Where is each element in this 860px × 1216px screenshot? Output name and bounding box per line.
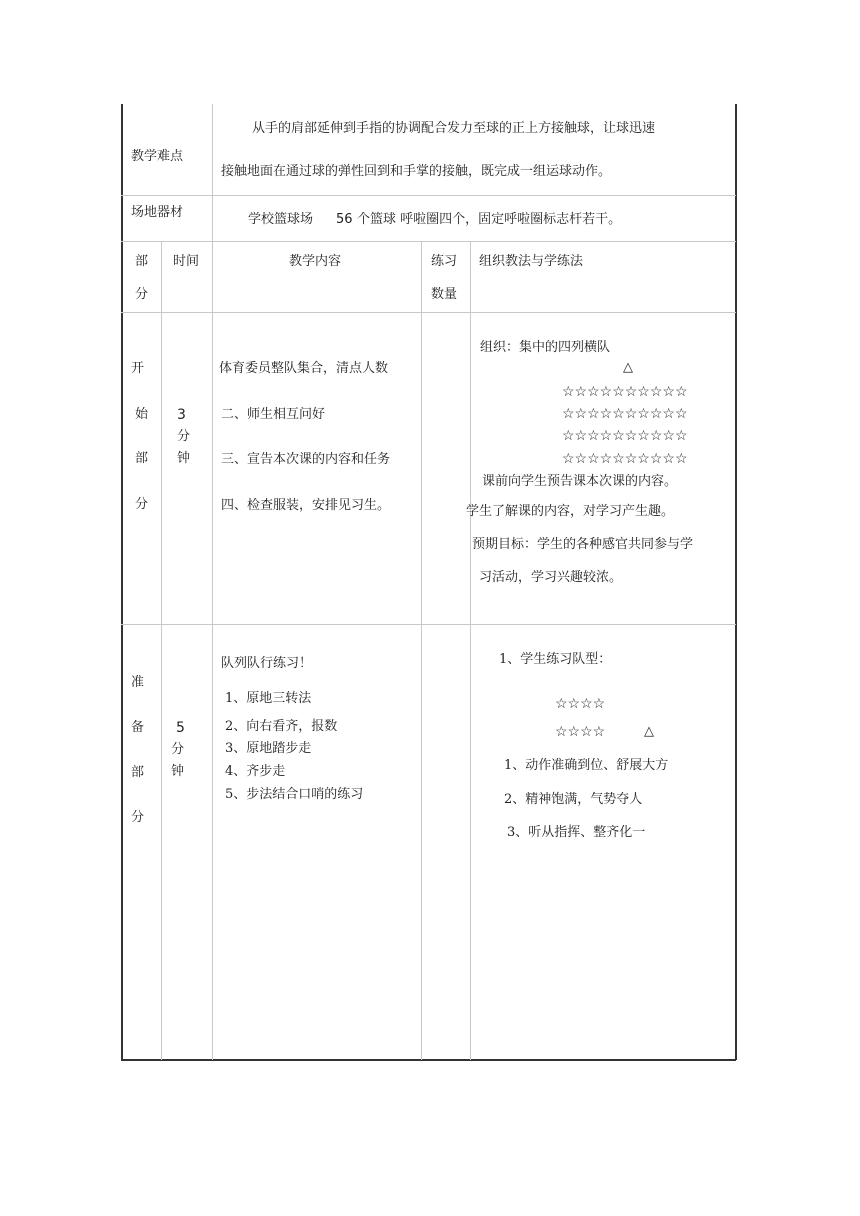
header-time: 时间 <box>173 254 200 269</box>
opening-time-unit-1: 分 <box>177 429 191 444</box>
opening-star-row-1: ☆☆☆☆☆☆☆☆☆☆ <box>562 384 688 400</box>
prep-item-3: 3、原地踏步走 <box>225 741 312 756</box>
col-divider-practice <box>470 241 471 1060</box>
prep-part-char-2: 备 <box>131 720 145 735</box>
opening-time-unit-2: 钟 <box>177 451 191 466</box>
opening-time-number: 3 <box>177 407 186 423</box>
opening-star-row-4: ☆☆☆☆☆☆☆☆☆☆ <box>562 451 688 467</box>
opening-content-2: 二、师生相互问好 <box>221 407 326 422</box>
header-content: 教学内容 <box>289 254 342 269</box>
prep-item-2: 2、向右看齐，报数 <box>225 719 338 734</box>
prep-part-char-3: 部 <box>131 765 145 780</box>
row-divider-4 <box>121 624 736 625</box>
opening-part-char-4: 分 <box>135 497 149 512</box>
col-divider-time <box>212 241 213 1060</box>
opening-content-1: 体育委员整队集合，清点人数 <box>219 361 389 376</box>
prep-point-3: 3、听从指挥、整齐化一 <box>507 825 646 840</box>
col-divider-content <box>421 241 422 1060</box>
opening-note-4: 习活动，学习兴趣较浓。 <box>479 570 623 585</box>
opening-part-char-3: 部 <box>135 451 149 466</box>
prep-time-number: 5 <box>176 720 185 736</box>
row-divider-3 <box>121 312 736 313</box>
opening-org-title: 组织：集中的四列横队 <box>480 340 611 355</box>
prep-teacher-triangle: △ <box>644 724 654 739</box>
row-divider-2 <box>121 241 736 242</box>
prep-method-title: 1、学生练习队型： <box>499 652 612 667</box>
row-divider-1 <box>121 195 736 196</box>
opening-note-2: 学生了解课的内容，对学习产生趣。 <box>466 504 675 519</box>
prep-part-char-1: 准 <box>131 675 145 690</box>
opening-part-char-2: 始 <box>135 407 149 422</box>
label-column-divider-top <box>212 104 213 242</box>
header-practice-2: 数量 <box>431 287 458 302</box>
prep-item-5: 5、步法结合口哨的练习 <box>225 787 364 802</box>
table-bottom-border <box>121 1059 736 1061</box>
prep-point-1: 1、动作准确到位、舒展大方 <box>504 758 669 773</box>
opening-content-4: 四、检查服装，安排见习生。 <box>221 498 391 513</box>
prep-time-unit-2: 钟 <box>171 764 185 779</box>
opening-part-char-1: 开 <box>131 361 145 376</box>
difficulty-label: 教学难点 <box>131 149 184 164</box>
prep-part-char-4: 分 <box>131 810 145 825</box>
opening-teacher-triangle: △ <box>623 360 633 375</box>
prep-item-1: 1、原地三转法 <box>225 691 312 706</box>
prep-star-row-1: ☆☆☆☆ <box>555 696 606 712</box>
prep-point-2: 2、精神饱满，气势夺人 <box>504 792 643 807</box>
opening-note-3: 预期目标：学生的各种感官共同参与学 <box>472 537 694 552</box>
equipment-text-b: 个篮球 呼啦圈四个，固定呼啦圈标志杆若干。 <box>357 212 622 227</box>
prep-time-unit-1: 分 <box>171 742 185 757</box>
equipment-text-a: 学校篮球场 <box>248 212 314 227</box>
equipment-count: 56 <box>336 212 353 227</box>
opening-content-3: 三、宣告本次课的内容和任务 <box>221 452 391 467</box>
opening-note-1: 课前向学生预告课本次课的内容。 <box>482 474 678 489</box>
header-practice-1: 练习 <box>431 254 458 269</box>
table-left-border <box>121 104 123 1060</box>
header-part-1: 部 <box>135 254 149 269</box>
table-right-border <box>735 104 737 1060</box>
prep-star-row-2: ☆☆☆☆ <box>555 724 606 740</box>
opening-star-row-3: ☆☆☆☆☆☆☆☆☆☆ <box>562 428 688 444</box>
difficulty-line-2: 接触地面在通过球的弹性回到和手掌的接触，既完成一组运球动作。 <box>221 164 612 179</box>
header-method: 组织教法与学练法 <box>479 254 584 269</box>
prep-title: 队列队行练习！ <box>221 656 313 671</box>
difficulty-line-1: 从手的肩部延伸到手指的协调配合发力至球的正上方接触球，让球迅速 <box>252 121 656 136</box>
equipment-label: 场地器材 <box>131 205 184 220</box>
header-part-2: 分 <box>135 287 149 302</box>
col-divider-part <box>161 241 162 1060</box>
opening-star-row-2: ☆☆☆☆☆☆☆☆☆☆ <box>562 406 688 422</box>
prep-item-4: 4、齐步走 <box>225 764 286 779</box>
